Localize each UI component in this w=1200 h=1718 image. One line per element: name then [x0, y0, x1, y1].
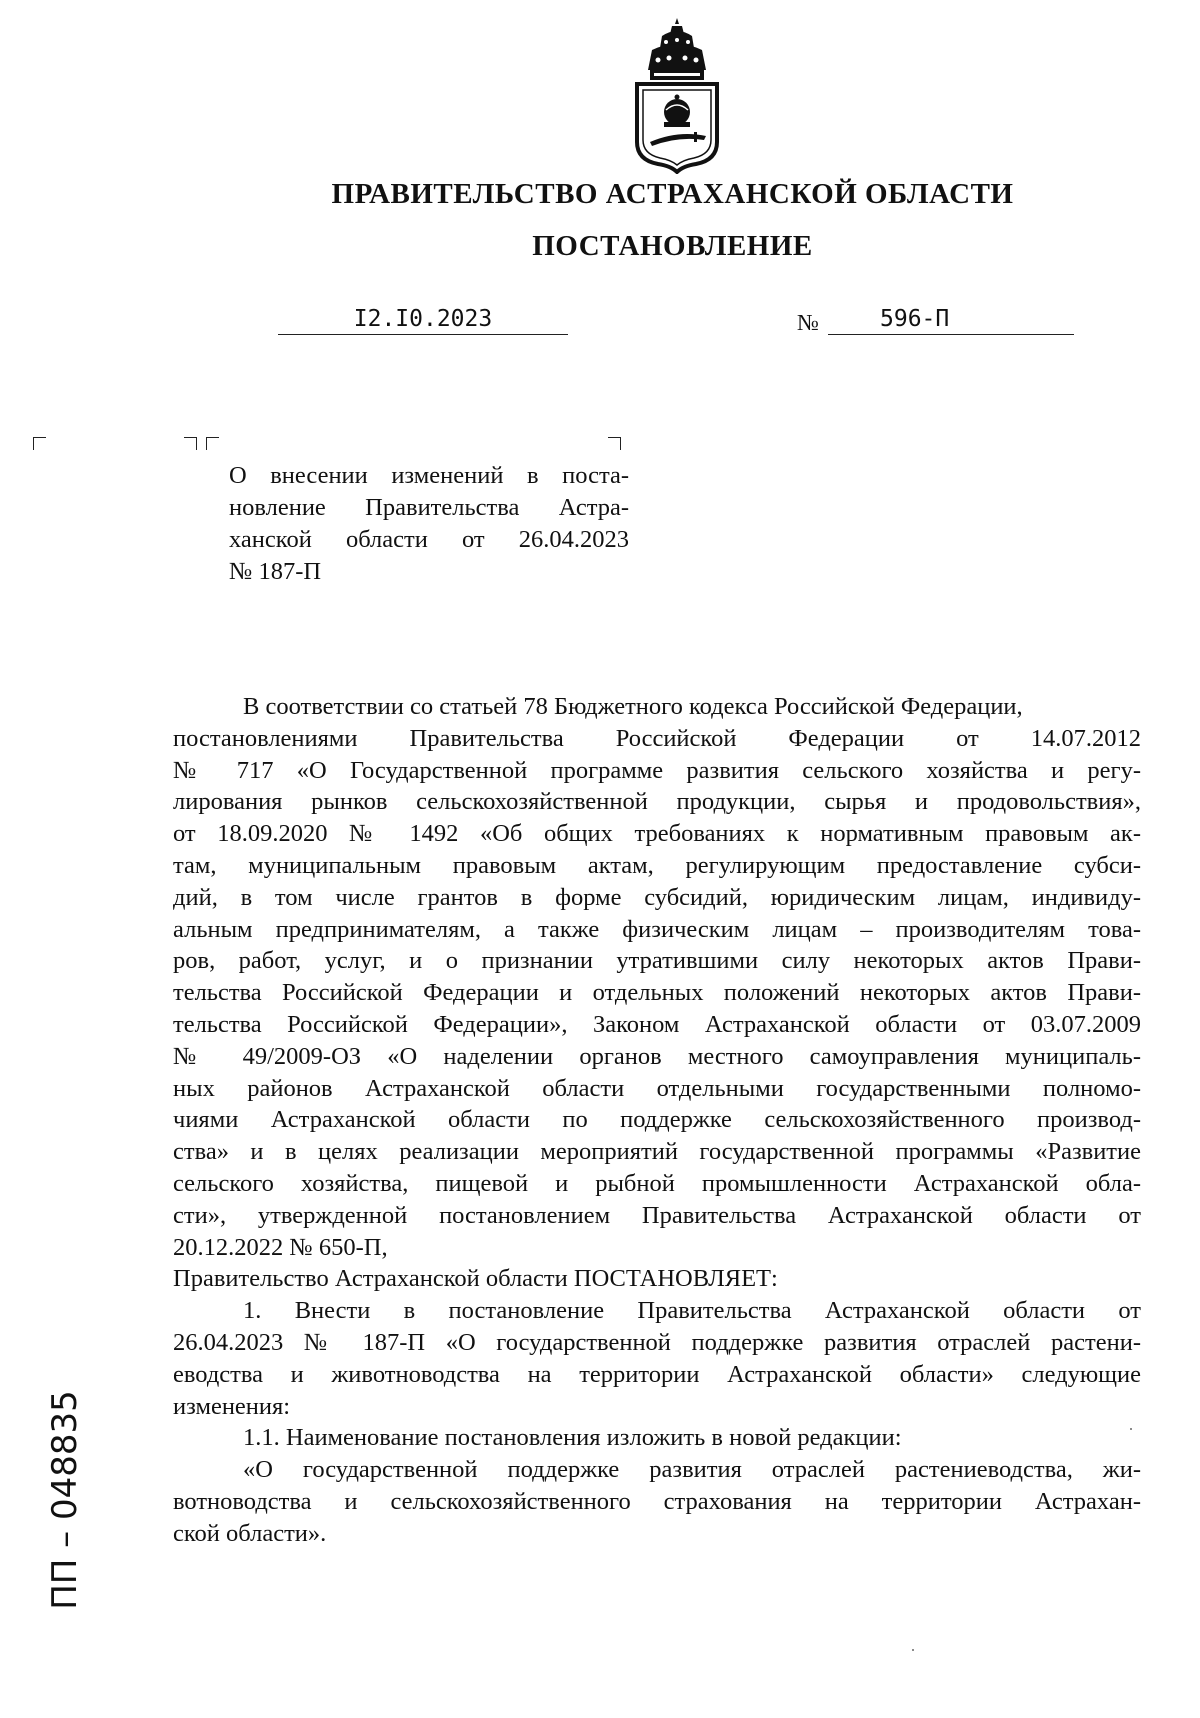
body-line: В соответствии со статьей 78 Бюджетного кодекса Российской Федерации,	[243, 693, 1023, 720]
margin-corner-mark	[33, 437, 46, 450]
body-line: сти», утвержденной постановлением Правительства Астраханской области от	[173, 1201, 1141, 1229]
scan-speck	[1130, 1428, 1132, 1430]
body-line: чиями Астраханской области по поддержке сельскохозяйственного производ-	[173, 1106, 1141, 1134]
subject-line: № 187-П	[229, 558, 322, 585]
body-line: № 717 «О Государственной программе развития сельского хозяйства и регу-	[173, 756, 1141, 784]
body-line: изменения:	[173, 1392, 291, 1420]
body-line: ных районов Астраханской области отдельными государственными полномо-	[173, 1074, 1141, 1102]
serial-text: ПП – 048835	[45, 1390, 85, 1610]
body-line: 1. Внести в постановление Правительства Астраханской области от	[243, 1297, 1141, 1325]
body-line: дий, в том числе грантов в форме субсидий, юридическим лицам, индивиду-	[173, 883, 1141, 911]
subject-corner-mark	[608, 437, 621, 450]
margin-corner-mark	[184, 437, 197, 450]
body-line: лирования рынков сельскохозяйственной продукции, сырья и продовольствия»,	[173, 788, 1141, 816]
document-number-field	[828, 306, 1074, 335]
body-line: ров, работ, услуг, и о признании утратившими силу некоторых актов Прави-	[173, 947, 1141, 975]
blank-serial-number	[36, 1375, 94, 1625]
document-body	[173, 691, 1141, 1550]
subject-line: О внесении изменений в поста-	[229, 462, 629, 489]
body-line: 1.1. Наименование постановления изложить в новой редакции:	[243, 1424, 902, 1452]
coat-of-arms-emblem	[628, 14, 726, 174]
body-line: ской области».	[173, 1519, 327, 1547]
body-line: 20.12.2022 № 650-П,	[173, 1233, 388, 1261]
body-line: Правительство Астраханской области ПОСТАНОВЛЯЕТ:	[173, 1265, 778, 1293]
document-date: I2.I0.2023	[278, 306, 568, 335]
body-line: альным предпринимателям, а также физическим лицам – производителям това-	[173, 915, 1141, 943]
body-line: от 18.09.2020 № 1492 «Об общих требованиях к нормативным правовым ак-	[173, 820, 1141, 848]
body-line: еводства и животноводства на территории Астраханской области» следующие	[173, 1360, 1141, 1388]
body-line: № 49/2009-ОЗ «О наделении органов местного самоуправления муниципаль-	[173, 1042, 1141, 1070]
document-subject	[229, 460, 629, 588]
body-line: постановлениями Правительства Российской Федерации от 14.07.2012	[173, 724, 1141, 752]
document-number: 596-П	[880, 306, 950, 332]
body-line: там, муниципальным правовым актам, регулирующим предоставление субси-	[173, 851, 1141, 879]
body-line: 26.04.2023 № 187-П «О государственной поддержке развития отраслей растени-	[173, 1328, 1141, 1356]
body-line: сельского хозяйства, пищевой и рыбной промышленности Астраханской обла-	[173, 1169, 1141, 1197]
body-line: ства» и в целях реализации мероприятий государственной программы «Развитие	[173, 1138, 1141, 1166]
document-type: ПОСТАНОВЛЕНИЕ	[532, 230, 813, 262]
subject-line: ханской области от 26.04.2023	[229, 526, 629, 553]
body-line: вотноводства и сельскохозяйственного страхования на территории Астрахан-	[173, 1487, 1141, 1515]
subject-line: новление Правительства Астра-	[229, 494, 629, 521]
subject-corner-mark	[206, 437, 219, 450]
body-line: «О государственной поддержке развития отраслей растениеводства, жи-	[243, 1456, 1141, 1484]
government-name: ПРАВИТЕЛЬСТВО АСТРАХАНСКОЙ ОБЛАСТИ	[331, 178, 1014, 210]
body-line: тельства Российской Федерации», Законом Астраханской области от 03.07.2009	[173, 1010, 1141, 1038]
number-sign: №	[797, 310, 819, 335]
body-line: тельства Российской Федерации и отдельных положений некоторых актов Прави-	[173, 979, 1141, 1007]
scan-speck	[912, 1649, 914, 1651]
